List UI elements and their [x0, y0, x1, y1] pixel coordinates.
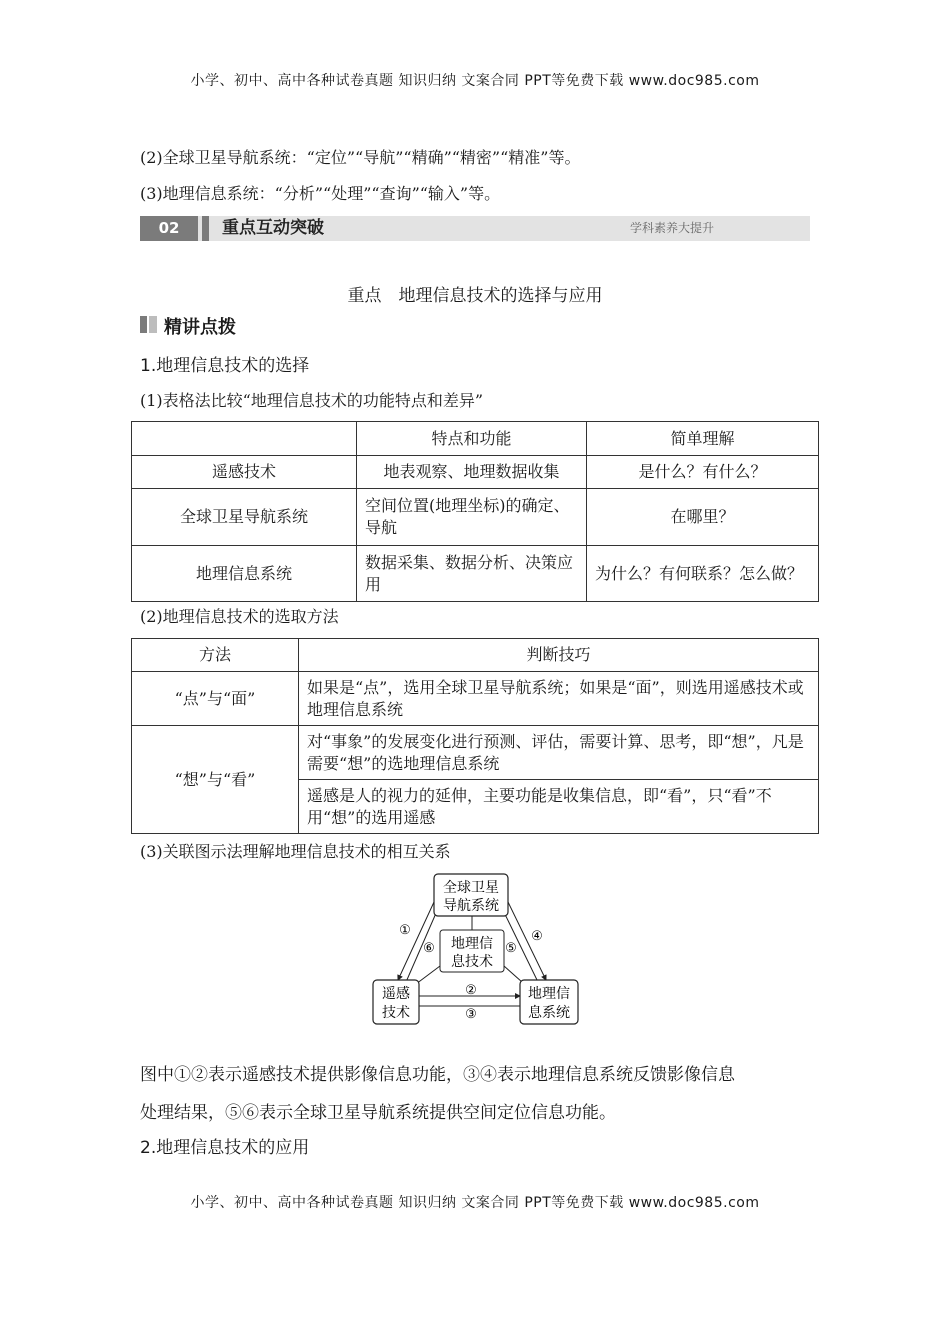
- label-2: ②: [465, 983, 477, 998]
- table2-method-point-area: “点”与“面”: [132, 672, 299, 726]
- subheading-1-1: (1)表格法比较“地理信息技术的功能特点和差异”: [140, 391, 484, 410]
- link-left: [416, 966, 440, 984]
- table1-header-features: 特点和功能: [357, 422, 587, 456]
- section-title: 精讲点拨: [164, 317, 236, 338]
- table1-cell: 数据采集、数据分析、决策应用: [357, 546, 587, 602]
- table1-cell: 是什么？有什么？: [587, 456, 819, 489]
- banner-divider: [202, 216, 209, 241]
- gis-node-line1: 地理信: [528, 986, 570, 1002]
- gis-keywords: (3)地理信息系统：“分析”“处理”“查询”“输入”等。: [140, 184, 501, 203]
- table1-cell: 在哪里？: [587, 489, 819, 546]
- section-marker-icon: [140, 316, 157, 333]
- table1-header-understanding: 简单理解: [587, 422, 819, 456]
- subheading-1-3: (3)关联图示法理解地理信息技术的相互关系: [140, 842, 451, 861]
- section-banner: [140, 216, 810, 241]
- table2-method-think-look: “想”与“看”: [132, 726, 299, 834]
- table2-header-method: 方法: [132, 639, 299, 672]
- table1-cell: 为什么？有何联系？怎么做？: [587, 546, 819, 602]
- link-right: [504, 966, 522, 982]
- page-footer: 小学、初中、高中各种试卷真题 知识归纳 文案合同 PPT等免费下载 www.doc985.com: [190, 1195, 760, 1211]
- table1-cell: 空间位置(地理坐标)的确定、导航: [357, 489, 587, 546]
- banner-subtitle: 学科素养大提升: [629, 221, 714, 235]
- table2-tip-point-area: 如果是“点”，选用全球卫星导航系统；如果是“面”，则选用遥感技术或地理信息系统: [299, 672, 819, 726]
- center-node-line2: 息技术: [451, 954, 493, 970]
- banner-title: 重点互动突破: [222, 218, 324, 238]
- label-3: ③: [465, 1007, 477, 1022]
- topic-title: 重点 地理信息技术的选择与应用: [347, 286, 603, 306]
- comparison-table: [131, 421, 819, 602]
- explanation-line-1: 图中①②表示遥感技术提供影像信息功能，③④表示地理信息系统反馈影像信息: [140, 1065, 735, 1085]
- page-header: 小学、初中、高中各种试卷真题 知识归纳 文案合同 PPT等免费下载 www.doc985.com: [190, 73, 760, 89]
- gnss-keywords: (2)全球卫星导航系统：“定位”“导航”“精确”“精密”“精准”等。: [140, 148, 581, 167]
- center-node-line1: 地理信: [451, 936, 493, 952]
- table1-cell: 遥感技术: [132, 456, 357, 489]
- label-4: ④: [531, 929, 543, 944]
- label-6: ⑥: [423, 941, 435, 956]
- banner-number: 02: [140, 216, 198, 241]
- table2-header-tips: 判断技巧: [299, 639, 819, 672]
- gis-node-line2: 息系统: [528, 1005, 570, 1021]
- label-1: ①: [399, 923, 411, 938]
- method-table: [131, 638, 819, 834]
- table2-tip-think: 对“事象”的发展变化进行预测、评估，需要计算、思考，即“想”，凡是需要“想”的选地理信息系统: [299, 726, 819, 780]
- label-5: ⑤: [505, 941, 517, 956]
- table1-cell: 地表观察、地理数据收集: [357, 456, 587, 489]
- table2-tip-look: 遥感是人的视力的延伸，主要功能是收集信息，即“看”，只“看”不用“想”的选用遥感: [299, 780, 819, 834]
- rs-node-line2: 技术: [382, 1005, 410, 1021]
- relationship-diagram: [370, 872, 580, 1028]
- table1-cell: 全球卫星导航系统: [132, 489, 357, 546]
- subheading-1-2: (2)地理信息技术的选取方法: [140, 607, 339, 626]
- subheading-2: 2.地理信息技术的应用: [140, 1138, 310, 1158]
- rs-node-line1: 遥感: [382, 986, 410, 1002]
- explanation-line-2: 处理结果，⑤⑥表示全球卫星导航系统提供空间定位信息功能。: [140, 1103, 616, 1123]
- gnss-node-line2: 导航系统: [443, 898, 499, 914]
- table1-cell: 地理信息系统: [132, 546, 357, 602]
- table1-header-empty: [132, 422, 357, 456]
- gnss-node-line1: 全球卫星: [443, 880, 499, 896]
- subheading-1: 1.地理信息技术的选择: [140, 356, 310, 376]
